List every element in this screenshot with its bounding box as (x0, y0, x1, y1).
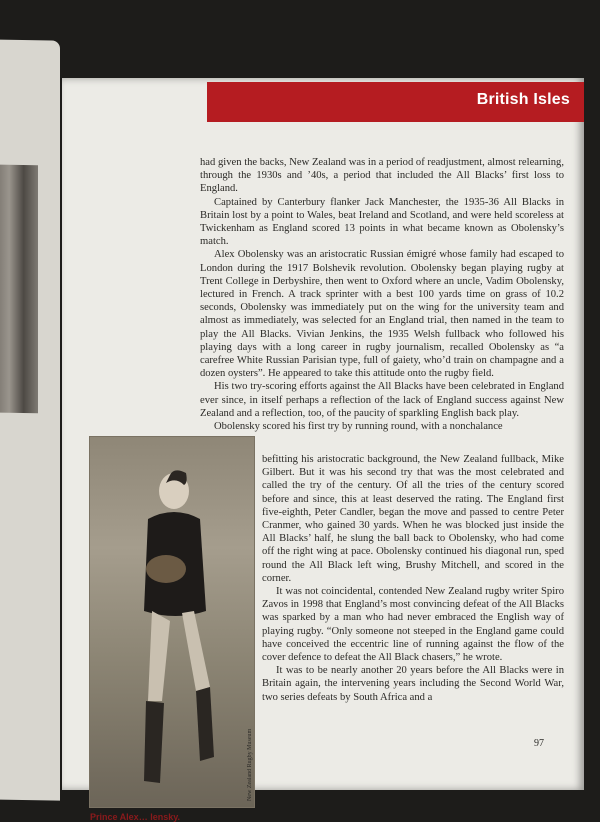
article-body-wrapped (262, 453, 564, 704)
paragraph: It was to be nearly another 20 years before the All Blacks were in Britain again, the intervening years including the Second World War, two series defeats by South Africa and a (262, 665, 564, 703)
player-photo (89, 436, 255, 808)
section-header-bar (207, 82, 584, 122)
article-body (200, 156, 564, 433)
facing-page-photo (0, 164, 38, 413)
paragraph: Obolensky scored his first try by running round, with a nonchalance (214, 421, 503, 433)
book-page (62, 78, 584, 822)
rugby-player-figure (126, 461, 218, 791)
section-title: British Isles (476, 91, 570, 108)
photo-credit: New Zealand Rugby Museum (247, 728, 253, 801)
paragraph: had given the backs, New Zealand was in a period of readjustment, almost relearning, through the 1930s and ’40s, a period that included the All Blacks’ first loss to England. (200, 157, 564, 195)
paragraph: Captained by Canterbury flanker Jack Manchester, the 1935-36 All Blacks in Britain lost by a point to Wales, beat Ireland and Scotland, and were held scoreless at Twickenham as England scored 13 points in what became known as Obolensky’s match. (200, 196, 564, 248)
paragraph: befitting his aristocratic background, the New Zealand fullback, Mike Gilbert. But it was his second try that was the most celebrated and called the try of the century. Of all the tries of the century scored before and since, this at least deserved the rating. The England first five-eighth, Peter Candler, began the move and passed to centre Peter Cranmer, who gained 30 yards. When he was blocked just inside the All Blacks’ half, he slung the ball back to Obolensky, who had come off the right wing at pace. Obolensky continued his diagonal run, sped round the All Black left wing, Brushy Mitchell, and scored in the corner. (262, 454, 564, 584)
paragraph: Alex Obolensky was an aristocratic Russian émigré whose family had escaped to London during the 1917 Bolshevik revolution. Obolensky began playing rugby at Trent College in Derbyshire, then went to Oxford where an uncle, Vadim Obolensky, lectured in French. A track sprinter with a best 100 yards time on grass of 10.2 seconds, Obolensky was immediately put on the wing for the university team and almost as immediately, was selected for an England trial, then named in the team to play the All Blacks. Vivian Jenkins, the 1935 Welsh fullback who followed his playing days with a long career in rugby journalism, recalled Obolensky as “a carefree White Russian Parisian type, full of gaiety, who’d train on champagne and a dozen oysters”. He appeared to take this attitude onto the rugby field. (200, 249, 564, 380)
page-number: 97 (534, 738, 544, 749)
paragraph: His two try-scoring efforts against the All Blacks have been celebrated in England ever since, in itself perhaps a reflection of the lack of England success against New Zealand and a reflection, too, of the paucity of sparkling English back play. (200, 381, 564, 419)
facing-page (0, 39, 60, 800)
photo-caption: Prince Alex… lensky. (90, 812, 181, 822)
paragraph: It was not coincidental, contended New Zealand rugby writer Spiro Zavos in 1998 that England’s most convincing defeat of the All Blacks was sparked by a man who had never embraced the English way of playing rugby. “Only someone not steeped in the England game could have conceived the eccentric line of running against the flow of the cover defence to defeat the All Black chasers,” he wrote. (262, 586, 564, 664)
